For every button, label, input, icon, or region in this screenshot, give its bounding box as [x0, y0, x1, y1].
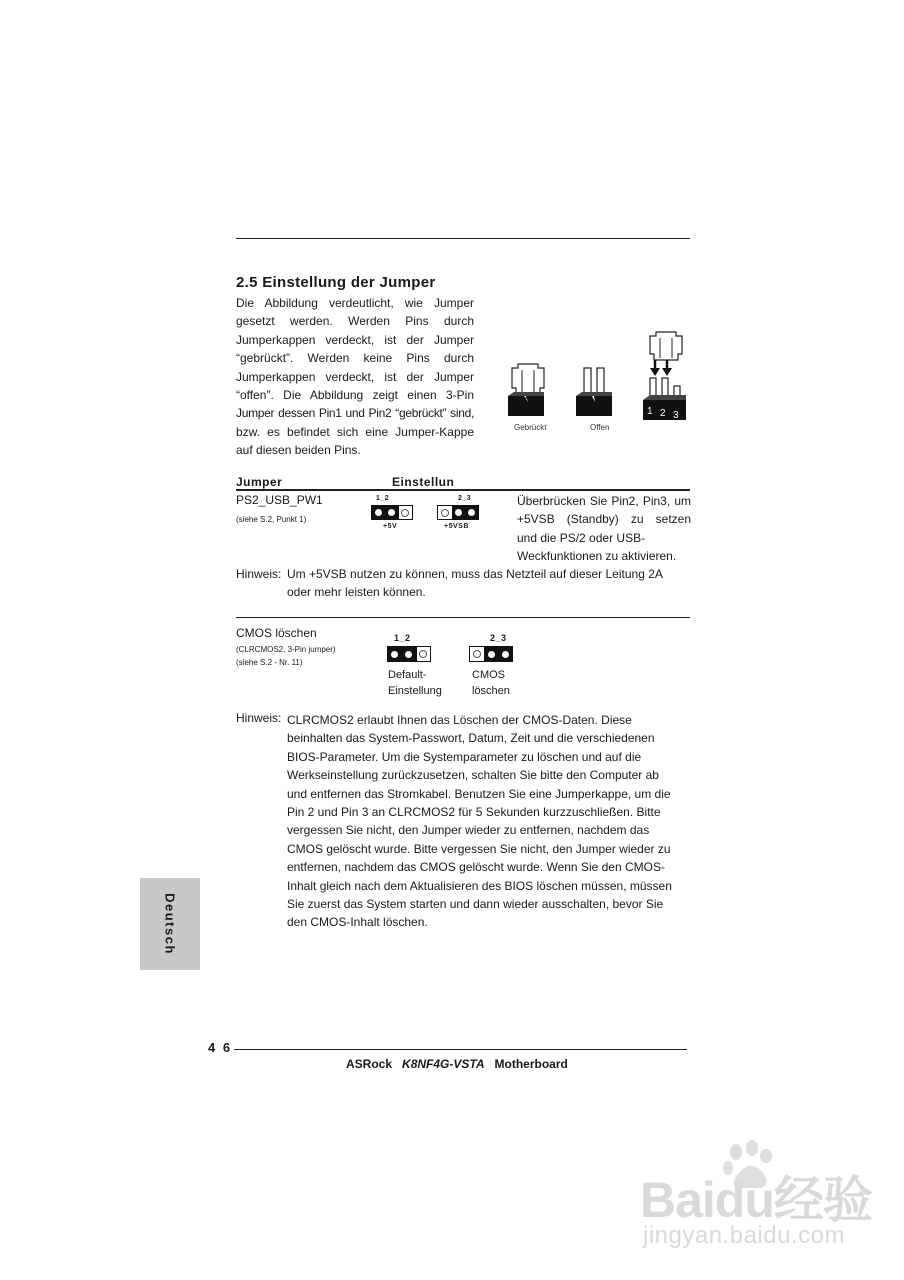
- footer-rule: [234, 1049, 687, 1050]
- section-title: 2.5 Einstellung der Jumper: [236, 274, 436, 291]
- note2-line: Pin 2 und Pin 3 an CLRCMOS2 für 5 Sekunden kurzzuschließen. Bitte: [287, 805, 661, 820]
- cmos-name: CMOS löschen: [236, 626, 317, 640]
- cmos-option-caption-clear: [472, 667, 510, 699]
- cmos-reference-1: (CLRCMOS2, 3-Pin jumper): [236, 645, 336, 654]
- intro-line: Jumper dessen Pin1 und Pin2 “gebrückt” sind,: [236, 406, 474, 421]
- figure-label-shorted: Gebrückt: [514, 423, 547, 432]
- caption-line: Default-: [388, 669, 427, 681]
- watermark-logo: Baidu经验: [640, 1172, 872, 1228]
- jumper-illustration: [500, 330, 700, 435]
- intro-line: bzw. es befindet sich eine Jumper-Kappe: [236, 424, 474, 439]
- intro-line: Jumperkappen verdeckt, ist der Jumper: [236, 369, 474, 384]
- option-label-2-3: 2_3: [458, 495, 472, 502]
- description-line: Weckfunktionen zu aktivieren.: [517, 548, 677, 563]
- note2-body: [287, 711, 687, 932]
- intro-line: auf diesen beiden Pins.: [236, 443, 361, 458]
- footer-title: [346, 1057, 568, 1071]
- language-side-tab: [140, 878, 200, 970]
- intro-line: “offen”. Die Abbildung zeigt einen 3-Pin: [236, 388, 474, 403]
- cmos-option-caption-default: [388, 667, 442, 699]
- jumper-pin: [488, 651, 495, 658]
- description-line: +5VSB (Standby) zu setzen: [517, 512, 691, 527]
- pin-number-2: 2: [660, 408, 666, 419]
- page-number: 4 6: [208, 1040, 233, 1055]
- footer-product: Motherboard: [494, 1057, 568, 1071]
- caption-line: CMOS: [472, 669, 505, 681]
- language-tab-label: Deutsch: [162, 893, 178, 955]
- note2-line: und entfernen das Stromkabel. Benutzen Sie eine Jumperkappe, um die: [287, 786, 671, 801]
- note2-line: Werkseinstellung zurückzusetzen, schalten Sie bitte den Computer ab: [287, 768, 659, 783]
- note2-line: den CMOS-Inhalt löschen.: [287, 915, 428, 930]
- caption-line: löschen: [472, 685, 510, 697]
- cmos-jumper-diagram-2-3: [469, 646, 513, 662]
- jumper-pin: [391, 651, 398, 658]
- table-header-jumper: Jumper: [236, 475, 283, 489]
- intro-line: Jumperkappen verdeckt, ist der Jumper: [236, 332, 474, 347]
- intro-line: Die Abbildung verdeutlicht, wie Jumper: [236, 296, 474, 310]
- footer-brand: ASRock: [346, 1057, 393, 1071]
- jumper-description: [517, 492, 691, 565]
- note1-line: Um +5VSB nutzen zu können, muss das Netzteil auf dieser Leitung 2A: [287, 567, 663, 581]
- shorted-jumper-figure: [508, 364, 544, 416]
- jumper-name: PS2_USB_PW1: [236, 493, 323, 507]
- note2-line: CMOS gelöscht wurde. Bitte vergessen Sie nicht, den Jumper wieder zu: [287, 841, 671, 856]
- note2-line: vergessen Sie nicht, den Jumper wieder zu entfernen, nachdem das: [287, 823, 650, 838]
- note2-prefix: Hinweis:: [236, 711, 282, 725]
- intro-paragraph: [236, 294, 474, 460]
- option-sub-5vsb: +5VSB: [444, 523, 469, 530]
- table-header-rule: [236, 489, 690, 491]
- top-rule: [236, 238, 690, 239]
- pin-number-3: 3: [673, 410, 679, 421]
- pin-number-1: 1: [647, 406, 653, 417]
- intro-line: gesetzt werden. Werden Pins durch: [236, 314, 474, 329]
- jumper-pin: [405, 651, 412, 658]
- jumper-pin: [401, 509, 409, 517]
- jumper-pin: [419, 650, 427, 658]
- watermark-url: jingyan.baidu.com: [643, 1222, 845, 1249]
- jumper-pin: [455, 509, 462, 516]
- jumper-pin: [468, 509, 475, 516]
- jumper-reference: (siehe S.2, Punkt 1): [236, 515, 307, 524]
- footer-model: K8NF4G-VSTA: [402, 1057, 485, 1071]
- cmos-option-label-2-3: 2_3: [490, 633, 507, 643]
- cmos-option-label-1-2: 1_2: [394, 633, 411, 643]
- jumper-pin: [502, 651, 509, 658]
- note2-line: Sie zuerst das System starten und dann wieder ausschalten, bevor Sie: [287, 897, 664, 912]
- open-jumper-figure: [576, 368, 612, 416]
- note2-line: Inhalt gleich nach dem Aktualisieren des BIOS löschen müssen, müssen: [287, 878, 672, 893]
- option-label-1-2: 1_2: [376, 495, 390, 502]
- note2-line: entfernen, nachdem das CMOS gelöscht wurde. Wenn Sie den CMOS-: [287, 860, 665, 875]
- figure-label-open: Offen: [590, 423, 610, 432]
- jumper-diagram-1-2: [371, 505, 413, 520]
- jumper-pin: [375, 509, 382, 516]
- table-header-setting: Einstellun: [392, 475, 455, 489]
- caption-line: Einstellung: [388, 685, 442, 697]
- jumper-pin: [388, 509, 395, 516]
- cmos-jumper-diagram-1-2: [387, 646, 431, 662]
- section-divider: [236, 617, 690, 618]
- cmos-reference-2: (siehe S.2 - Nr. 11): [236, 658, 303, 667]
- note2-line: CLRCMOS2 erlaubt Ihnen das Löschen der CMOS-Daten. Diese: [287, 713, 632, 727]
- intro-line: “gebrückt”. Werden keine Pins durch: [236, 351, 474, 366]
- note2-line: beinhalten das System-Passwort, Datum, Zeit und die verschiedenen: [287, 731, 655, 746]
- note2-line: BIOS-Parameter. Um die Systemparameter zu löschen und auf die: [287, 749, 642, 764]
- note1-prefix: Hinweis:: [236, 567, 282, 581]
- jumper-pin: [441, 509, 449, 517]
- option-sub-5v: +5V: [383, 523, 398, 530]
- description-line: Überbrücken Sie Pin2, Pin3, um: [517, 494, 691, 508]
- description-line: und die PS/2 oder USB-: [517, 530, 646, 545]
- jumper-diagram-2-3: [437, 505, 479, 520]
- jumper-pin: [473, 650, 481, 658]
- three-pin-jumper-figure: [643, 332, 686, 421]
- note1-line: oder mehr leisten können.: [287, 585, 426, 599]
